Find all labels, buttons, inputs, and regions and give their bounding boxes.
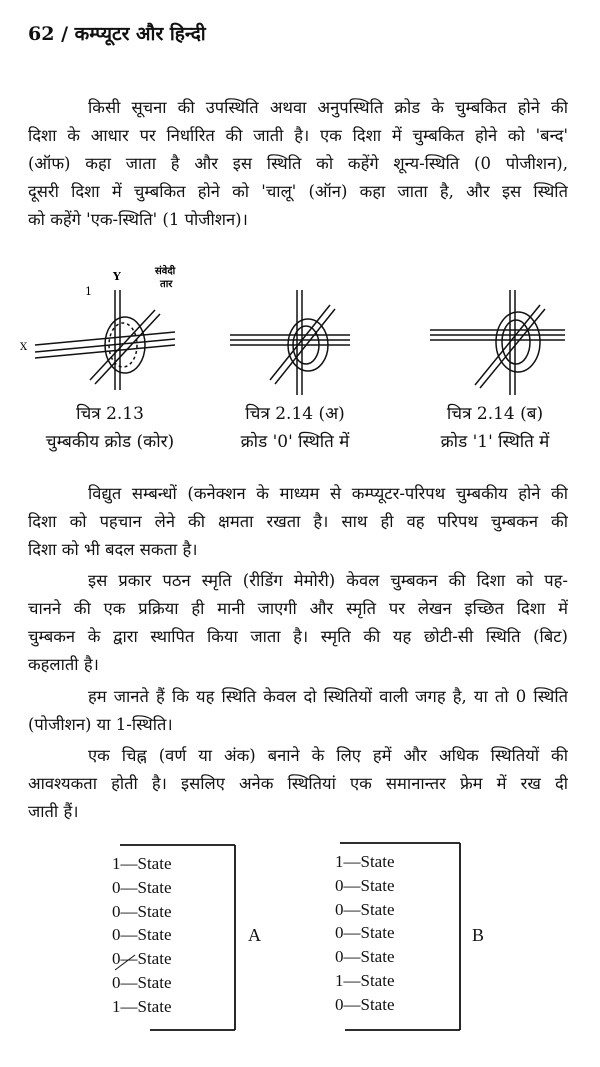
text-line: दिशा के आधार पर निर्धारित की जाती है। एक दिशा में चुम्बकित होने को 'बन्द': [28, 126, 568, 145]
state-entry: 0—State: [335, 994, 395, 1014]
text-line: चानने की एक प्रक्रिया ही मानी जाएगी और स्मृति पर लेखन इच्छित दिशा में: [28, 599, 568, 618]
text-line: विद्युत सम्बन्धों (कनेक्शन के माध्यम से कम्प्यूटर-परिपथ चुम्बकीय होने की: [88, 484, 568, 503]
state-entry: 0—State: [335, 899, 395, 919]
frame-b-label: B: [472, 925, 485, 945]
core-one-state-diagram: [430, 290, 570, 400]
text-line: कहलाती है।: [28, 655, 99, 674]
header-separator: /: [61, 23, 69, 45]
caption-number: चित्र 2.13: [76, 404, 144, 424]
paragraph-core-states: [28, 94, 568, 234]
state-entry: 0—State: [335, 947, 395, 967]
text-line: दिशा को पहचान लेने की क्षमता रखता है। साथ ही वह परिपथ चुम्बकन की: [28, 512, 568, 531]
text-line: को कहेंगे 'एक-स्थिति' (1 पोजीशन)।: [28, 210, 248, 229]
paragraph-parallel-frame: [28, 742, 568, 826]
caption-text: क्रोड '1' स्थिति में: [440, 432, 550, 452]
text-line: आवश्यकता होती है। इसलिए अनेक स्थितियां एक समानान्तर फ्रेम में रख दी: [28, 774, 568, 793]
text-line: एक चिह्न (वर्ण या अंक) बनाने के लिए हमें और अधिक स्थितियों की: [88, 746, 568, 765]
state-entry: 1—State: [112, 854, 172, 873]
state-entry: 0—State: [112, 925, 172, 945]
text-line: इस प्रकार पठन स्मृति (रीडिंग मेमोरी) केवल चुम्बकन की दिशा को पह-: [88, 571, 568, 590]
caption-number: चित्र 2.14 (ब): [446, 404, 544, 424]
caption-number: चित्र 2.14 (अ): [245, 404, 345, 424]
caption-text: क्रोड '0' स्थिति में: [240, 432, 350, 452]
state-entry: 0—State: [112, 973, 172, 992]
magnetic-core-diagram: [15, 260, 185, 400]
text-line: जाती हैं।: [28, 802, 79, 821]
text-line: (ऑफ) कहा जाता है और इस स्थिति को कहेंगे शून्य-स्थिति (0 पोजीशन),: [28, 154, 568, 173]
text-line: दूसरी दिशा में चुम्बकित होने को 'चालू' (ऑन) कहा जाता है, और इस स्थिति: [28, 182, 568, 201]
figure-caption-2-14a: [205, 400, 385, 456]
paragraph-reading-memory: [28, 567, 568, 679]
wire-label: तार: [160, 279, 173, 290]
paragraph-two-states: [28, 683, 568, 739]
figure-caption-2-14b: [405, 400, 585, 456]
text-line: चुम्बकन के द्वारा स्थापित किया जाता है। स्मृति की यह छोटी-सी स्थिति (बिट): [28, 627, 568, 646]
y-axis-label: Y: [113, 270, 121, 283]
frame-brackets: [0, 840, 600, 1040]
page-number: 62: [28, 23, 55, 45]
book-title: कम्प्यूटर और हिन्दी: [74, 23, 206, 45]
frame-a-label: A: [248, 925, 261, 945]
state-entry: 1—State: [335, 852, 395, 871]
text-line: दिशा को भी बदल सकता है।: [28, 540, 198, 559]
wire-1-label: 1: [85, 285, 92, 298]
sense-label: संवेदी: [155, 266, 176, 277]
caption-text: चुम्बकीय क्रोड (कोर): [45, 432, 175, 452]
text-line: हम जानते हैं कि यह स्थिति केवल दो स्थितियों वाली जगह है, या तो 0 स्थिति: [88, 687, 568, 706]
x-axis-label: X: [20, 342, 28, 353]
state-entry: 1—State: [335, 971, 395, 990]
state-entry: 0—State: [335, 923, 395, 943]
text-line: (पोजीशन) या 1-स्थिति।: [28, 715, 173, 734]
page-header: [28, 20, 206, 46]
state-entry: 1—State: [112, 996, 172, 1016]
core-zero-state-diagram: [230, 290, 350, 400]
paragraph-circuit: [28, 480, 568, 564]
state-entry: 0—State: [335, 875, 395, 895]
state-entry: 0—State: [112, 949, 172, 969]
figure-caption-2-13: [20, 400, 200, 456]
text-line: किसी सूचना की उपस्थिति अथवा अनुपस्थिति क्रोड के चुम्बकित होने की: [88, 98, 568, 117]
state-entry: 0—State: [112, 901, 172, 921]
state-entry: 0—State: [112, 877, 172, 897]
